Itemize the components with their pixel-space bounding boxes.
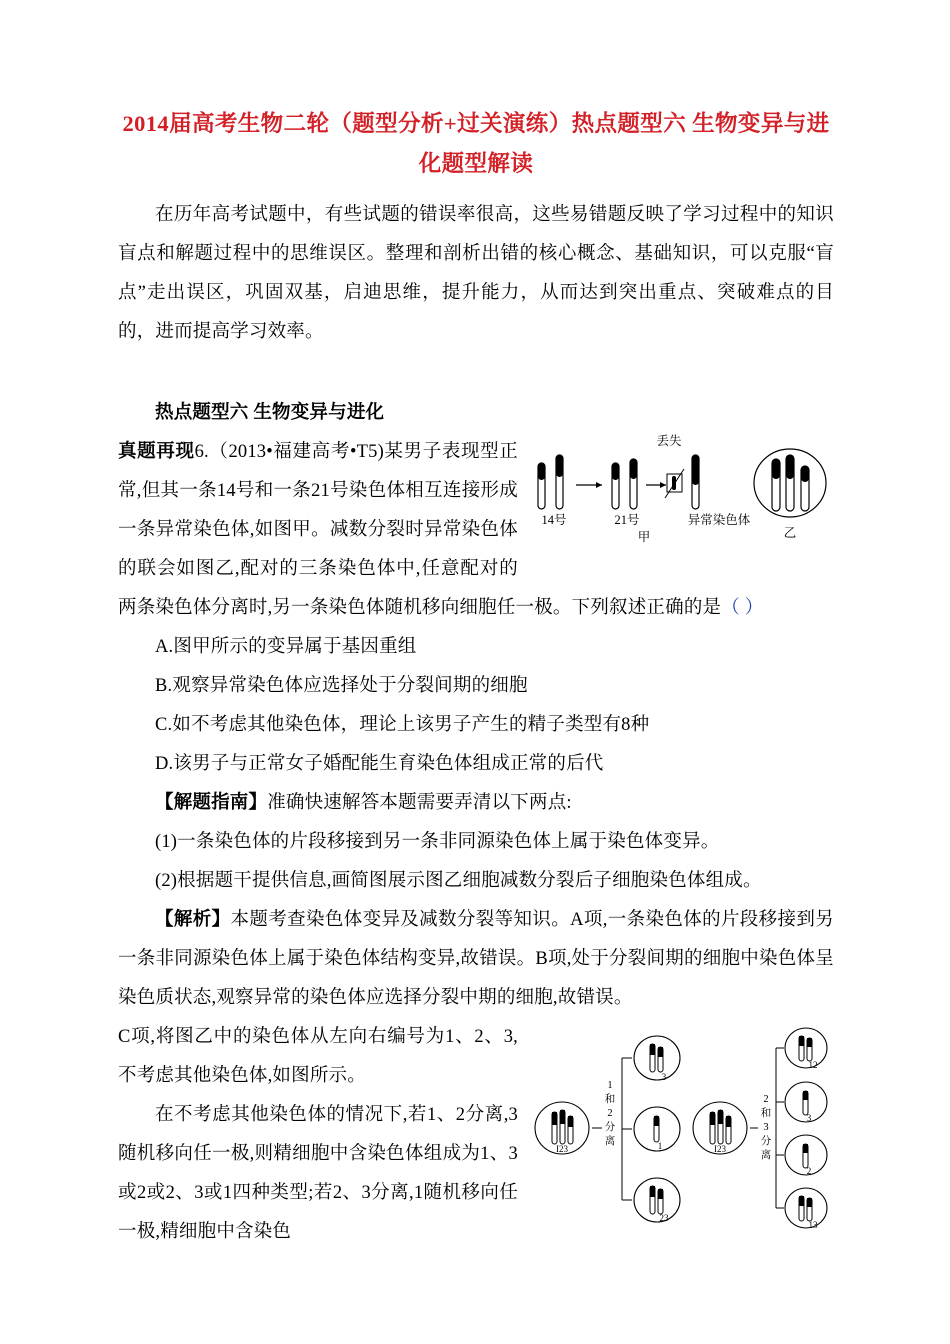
figure-jia-yi — [524, 433, 834, 553]
guide-point-2: (2)根据题干提供信息,画简图展示图乙细胞减数分裂后子细胞染色体组成。 — [155, 871, 762, 891]
svg-text:1: 1 — [657, 1141, 663, 1151]
page-title: 2014届高考生物二轮（题型分析+过关演练）热点题型六 生物变异与进化题型解读 — [122, 111, 830, 176]
option-b: B.观察异常染色体应选择处于分裂间期的细胞 — [155, 676, 528, 696]
svg-text:2: 2 — [607, 1108, 613, 1119]
svg-text:离: 离 — [604, 1136, 616, 1147]
label-yi: 乙 — [783, 526, 797, 540]
option-d: D.该男子与正常女子婚配能生育染色体组成正常的后代 — [155, 754, 604, 774]
guide-text: 准确快速解答本题需要弄清以下两点: — [267, 793, 572, 813]
svg-text:23: 23 — [659, 1213, 669, 1223]
closing-paragraph: 在不考虑其他染色体的情况下,若1、2分离,3随机移向任一极,则精细胞中含染色体组成为1、3或2或2、3或1四种类型;若2、3分离,1随机移向任一极,精细胞中含染色 — [118, 1105, 518, 1242]
question-block — [118, 433, 834, 628]
section-heading: 热点题型六 生物变异与进化 — [155, 403, 385, 423]
analysis-label: 【解析】 — [155, 910, 231, 930]
label-14: 14号 — [541, 513, 567, 527]
guide-paragraph — [118, 784, 834, 823]
option-a: A.图甲所示的变异属于基因重组 — [155, 637, 417, 657]
answer-bracket: （ ） — [721, 598, 764, 618]
svg-text:12: 12 — [808, 1060, 818, 1070]
svg-text:分: 分 — [604, 1122, 616, 1133]
intro-paragraph: 在历年高考试题中，有些试题的错误率很高，这些易错题反映了学习过程中的知识盲点和解题过程中的思维误区。整理和剖析出错的核心概念、基础知识，可以克服“盲点”走出误区，巩固双基，启迪思维，提升能力，从而达到突出重点、突破难点的目的，进而提高学习效率。 — [118, 205, 834, 342]
analysis-figure-block — [118, 1018, 834, 1252]
analysis-text: 本题考查染色体变异及减数分裂等知识。A项,一条染色体的片段移接到另一条非同源染色体上属于染色体结构变异,故错误。B项,处于分裂间期的细胞中染色体呈染色质状态,观察异常的染色体应选择分裂中期的细胞,故错误。 — [118, 910, 834, 1008]
svg-text:离: 离 — [760, 1150, 772, 1161]
svg-text:2: 2 — [806, 1166, 812, 1176]
svg-text:3: 3 — [806, 1113, 812, 1123]
label-abnormal: 异常染色体 — [687, 513, 751, 527]
svg-text:和: 和 — [760, 1108, 772, 1119]
segregation-diagram-svg — [524, 1018, 834, 1233]
svg-text:2: 2 — [763, 1094, 769, 1105]
svg-text:丢失: 丢失 — [656, 434, 682, 448]
question-stem: 6.（2013•福建高考•T5)某男子表现型正常,但其一条14号和一条21号染色体相互连接形成一条异常染色体,如图甲。减数分裂时异常染色体的联会如图乙,配对的三条染色体中,任意配对的两条染色体分离时,另一条染色体随机移向细胞任一极。下列叙述正确的是 — [118, 442, 722, 618]
question-label: 真题再现 — [118, 442, 195, 462]
svg-text:13: 13 — [808, 1220, 818, 1230]
svg-text:I23: I23 — [714, 1144, 726, 1154]
guide-point-1: (1)一条染色体的片段移接到另一条非同源染色体上属于染色体变异。 — [155, 832, 720, 852]
svg-text:分: 分 — [760, 1136, 772, 1147]
figure-segregation — [524, 1018, 834, 1233]
svg-text:3: 3 — [763, 1122, 769, 1133]
label-21: 21号 — [614, 513, 640, 527]
svg-text:I23: I23 — [556, 1144, 568, 1154]
analysis-paragraph — [118, 901, 834, 1018]
chromosome-diagram-svg — [524, 433, 834, 553]
svg-text:3: 3 — [661, 1072, 667, 1082]
document-content — [118, 104, 834, 1252]
guide-label: 【解题指南】 — [155, 793, 268, 813]
option-c: C.如不考虑其他染色体，理论上该男子产生的精子类型有8种 — [155, 715, 650, 735]
svg-text:和: 和 — [604, 1094, 616, 1105]
svg-text:1: 1 — [607, 1080, 613, 1091]
label-jia: 甲 — [637, 530, 651, 544]
analysis-paragraph-2: C项,将图乙中的染色体从左向右编号为1、2、3,不考虑其他染色体,如图所示。 — [118, 1027, 518, 1086]
